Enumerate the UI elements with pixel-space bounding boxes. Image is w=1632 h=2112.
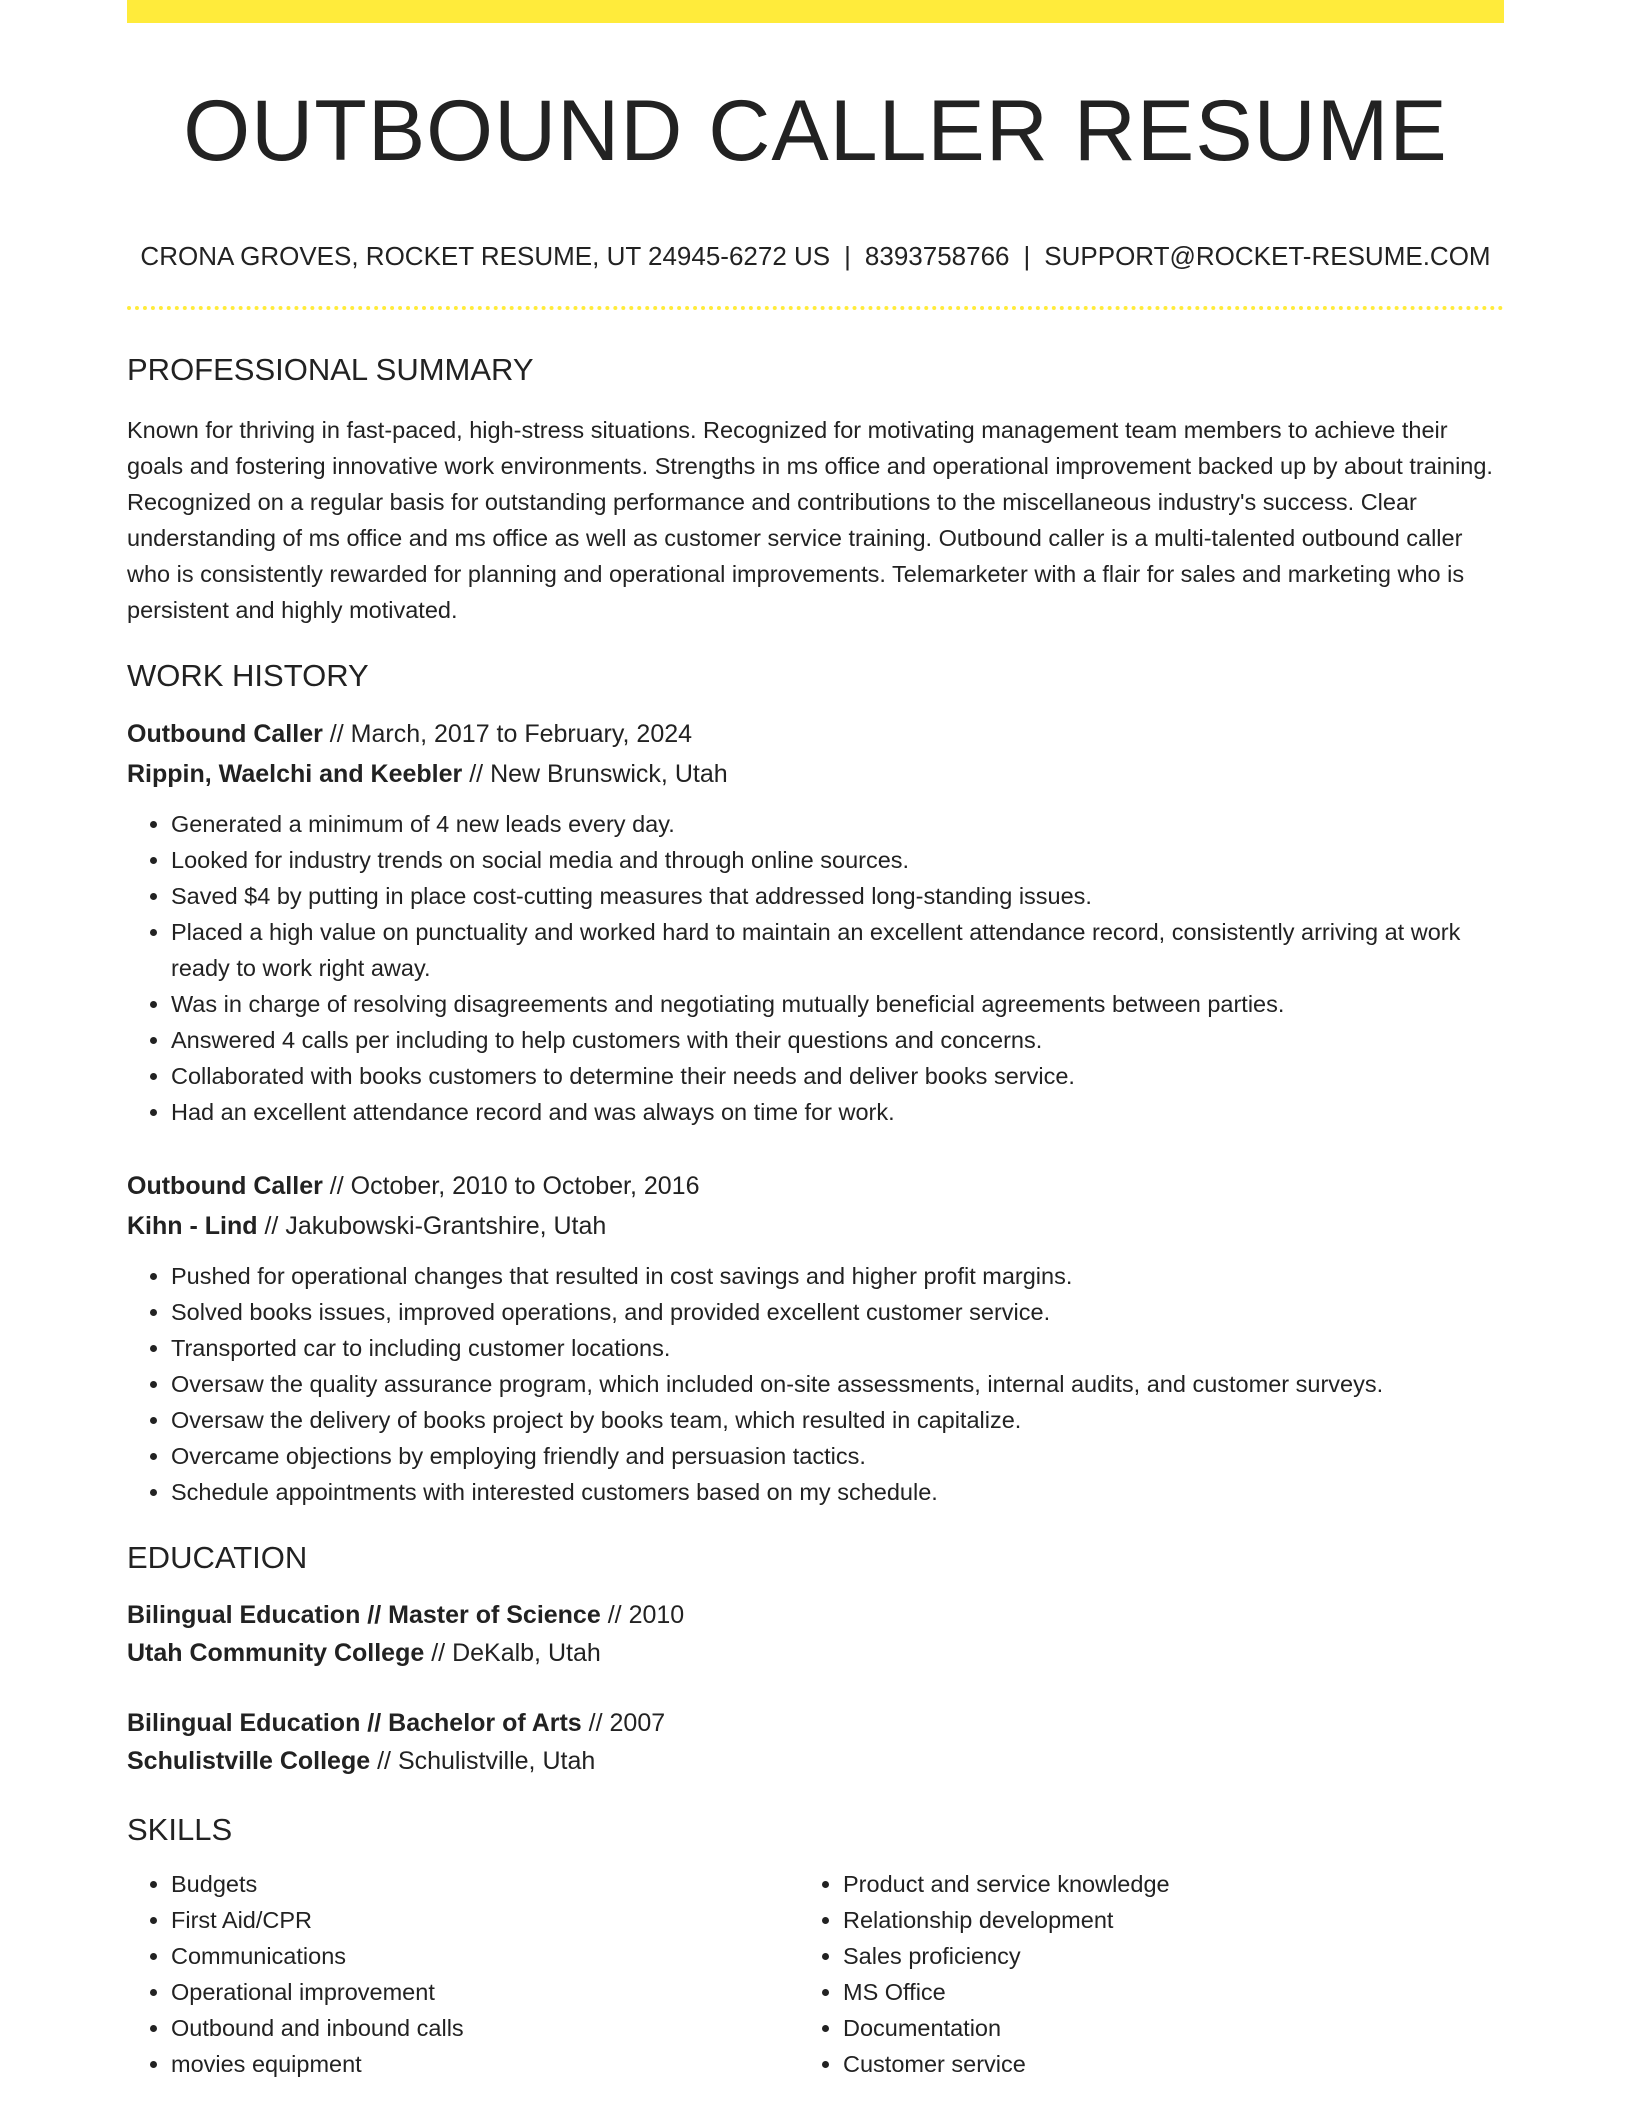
work-history-section	[127, 656, 1504, 1510]
skills-grid	[127, 1866, 1504, 2082]
skills-heading: SKILLS	[127, 1811, 233, 1847]
job-bullet: • Oversaw the delivery of books project by books team, which resulted in capitalize.	[171, 1402, 1504, 1438]
education-location: DeKalb, Utah	[452, 1638, 601, 1667]
contact-address: CRONA GROVES, ROCKET RESUME, UT 24945-6272 US	[140, 240, 831, 271]
separator: //	[367, 1708, 382, 1737]
education-entry	[127, 1704, 1504, 1780]
resume-title: OUTBOUND CALLER RESUME	[183, 83, 1448, 179]
skill-item: • First Aid/CPR	[171, 1902, 799, 1938]
job-entry	[127, 714, 1504, 1130]
skills-section	[127, 1810, 1504, 2082]
education-school-line	[127, 1742, 1504, 1780]
resume-page	[127, 0, 1504, 2082]
skill-item: • MS Office	[843, 1974, 1471, 2010]
skill-item: • Operational improvement	[171, 1974, 799, 2010]
summary-section	[127, 350, 1504, 628]
skills-list	[127, 1866, 799, 2082]
skill-item: • Relationship development	[843, 1902, 1471, 1938]
education-school: Schulistville College	[127, 1746, 371, 1775]
accent-top-bar	[127, 0, 1504, 23]
job-bullet: • Was in charge of resolving disagreements and negotiating mutually beneficial agreements between parties.	[171, 986, 1504, 1022]
separator: //	[329, 719, 344, 748]
skill-item: • Communications	[171, 1938, 799, 1974]
job-bullet: • Schedule appointments with interested customers based on my schedule.	[171, 1474, 1504, 1510]
education-heading: EDUCATION	[127, 1539, 308, 1575]
job-bullet-list	[127, 806, 1504, 1130]
job-title: Outbound Caller	[127, 719, 323, 748]
summary-text: Known for thriving in fast-paced, high-stress situations. Recognized for motivating management team members to achieve their goals and fostering innovative work environments. Strengths in ms office and operational improvement backed up by about training. Recognized on a regular basis for outstanding performance and contributions to the miscellaneous industry's success. Clear understanding of ms office and ms office as well as customer service training. Outbound caller is a multi-talented outbound caller who is consistently rewarded for planning and operational improvements. Telemarketer with a flair for sales and marketing who is persistent and highly motivated.	[127, 416, 1493, 623]
job-bullet: • Generated a minimum of 4 new leads every day.	[171, 806, 1504, 842]
dotted-divider	[127, 306, 1504, 310]
contact-separator: |	[844, 240, 851, 271]
education-entry	[127, 1596, 1504, 1672]
education-degree-line	[127, 1704, 1504, 1742]
education-year: 2007	[609, 1708, 666, 1737]
separator: //	[367, 1600, 382, 1629]
skills-column-left	[127, 1866, 799, 2082]
separator: //	[264, 1211, 279, 1240]
skill-item: • Budgets	[171, 1866, 799, 1902]
education-field: Bilingual Education	[127, 1708, 361, 1737]
job-dates: October, 2010 to October, 2016	[350, 1171, 700, 1200]
job-company-line	[127, 1206, 1504, 1246]
job-bullet: • Solved books issues, improved operations, and provided excellent customer service.	[171, 1294, 1504, 1330]
education-field: Bilingual Education	[127, 1600, 361, 1629]
skill-item: • Outbound and inbound calls	[171, 2010, 799, 2046]
separator: //	[431, 1638, 446, 1667]
job-title: Outbound Caller	[127, 1171, 323, 1200]
skills-list	[799, 1866, 1471, 2082]
job-company: Rippin, Waelchi and Keebler	[127, 759, 463, 788]
separator: //	[607, 1600, 622, 1629]
job-company-line	[127, 754, 1504, 794]
job-bullet: • Placed a high value on punctuality and worked hard to maintain an excellent attendance record, consistently arriving at work ready to work right away.	[171, 914, 1504, 986]
job-bullet: • Looked for industry trends on social media and through online sources.	[171, 842, 1504, 878]
job-bullet: • Collaborated with books customers to determine their needs and deliver books service.	[171, 1058, 1504, 1094]
job-location: Jakubowski-Grantshire, Utah	[285, 1211, 607, 1240]
education-degree: Bachelor of Arts	[388, 1708, 582, 1737]
job-dates: March, 2017 to February, 2024	[350, 719, 693, 748]
job-title-line	[127, 1166, 1504, 1206]
education-year: 2010	[628, 1600, 685, 1629]
education-location: Schulistville, Utah	[397, 1746, 596, 1775]
job-bullet: • Oversaw the quality assurance program, which included on-site assessments, internal audits, and customer surveys.	[171, 1366, 1504, 1402]
summary-heading: PROFESSIONAL SUMMARY	[127, 351, 534, 387]
contact-separator: |	[1023, 240, 1031, 271]
contact-phone: 8393758766	[864, 240, 1010, 271]
skills-column-right	[799, 1866, 1471, 2082]
separator: //	[588, 1708, 603, 1737]
skill-item: • Product and service knowledge	[843, 1866, 1471, 1902]
job-title-line	[127, 714, 1504, 754]
contact-line	[127, 239, 1504, 273]
job-bullet: • Pushed for operational changes that resulted in cost savings and higher profit margins.	[171, 1258, 1504, 1294]
job-entry	[127, 1166, 1504, 1510]
job-bullet: • Overcame objections by employing friendly and persuasion tactics.	[171, 1438, 1504, 1474]
skill-item: • movies equipment	[171, 2046, 799, 2082]
job-company: Kihn - Lind	[127, 1211, 258, 1240]
skill-item: • Sales proficiency	[843, 1938, 1471, 1974]
job-bullet-list	[127, 1258, 1504, 1510]
skill-item: • Documentation	[843, 2010, 1471, 2046]
job-bullet: • Answered 4 calls per including to help customers with their questions and concerns.	[171, 1022, 1504, 1058]
education-section	[127, 1538, 1504, 1780]
job-bullet: • Transported car to including customer locations.	[171, 1330, 1504, 1366]
job-location: New Brunswick, Utah	[490, 759, 728, 788]
separator: //	[377, 1746, 391, 1775]
contact-email: SUPPORT@ROCKET-RESUME.COM	[1044, 240, 1491, 271]
skill-item: • Customer service	[843, 2046, 1471, 2082]
job-bullet: • Saved $4 by putting in place cost-cutting measures that addressed long-standing issues.	[171, 878, 1504, 914]
education-degree-line	[127, 1596, 1504, 1634]
job-bullet: • Had an excellent attendance record and was always on time for work.	[171, 1094, 1504, 1130]
work-history-heading: WORK HISTORY	[127, 657, 369, 693]
separator: //	[469, 759, 484, 788]
education-school-line	[127, 1634, 1504, 1672]
separator: //	[329, 1171, 344, 1200]
education-school: Utah Community College	[127, 1638, 425, 1667]
education-degree: Master of Science	[388, 1600, 601, 1629]
